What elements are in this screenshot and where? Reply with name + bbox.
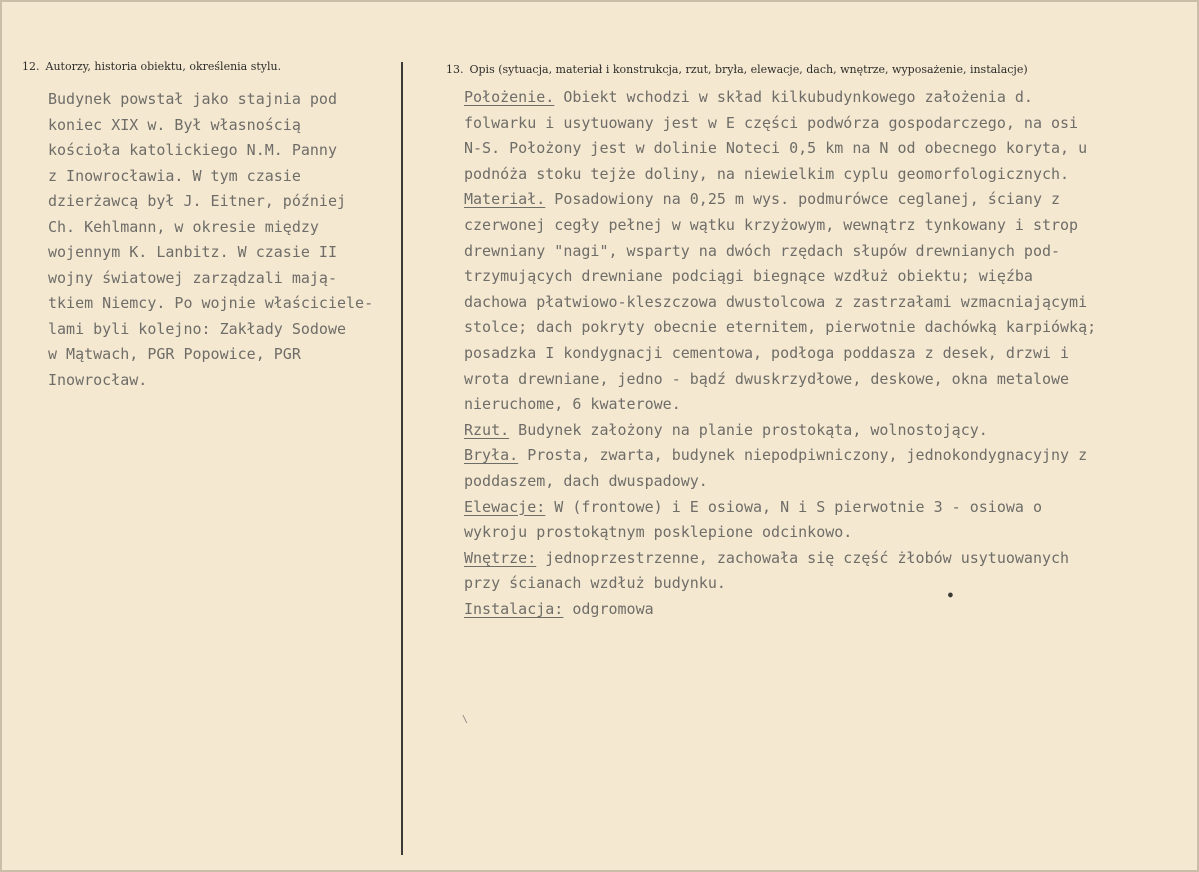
field-text: posadzka I kondygnacji cementowa, podłoga poddasza z desek, drzwi i: [464, 343, 1070, 362]
description-line: [464, 187, 1194, 213]
description-line: [464, 239, 1194, 265]
field-text: poddaszem, dach dwuspadowy.: [464, 471, 708, 490]
history-line: Budynek powstał jako stajnia pod: [48, 90, 337, 108]
field-text: trzymujących drewniane podciągi biegnące wzdłuż obiektu; więźba: [464, 267, 1033, 286]
column-divider: [401, 62, 403, 855]
field-label: Instalacja:: [464, 599, 564, 618]
field-label: Elewacje:: [464, 497, 546, 516]
field-text: N-S. Położony jest w dolinie Noteci 0,5 km na N od obecnego koryta, u: [464, 139, 1088, 158]
description-line: [464, 85, 1194, 111]
field-text: drewniany "nagi", wsparty na dwóch rzędach słupów drewnianych pod-: [464, 241, 1061, 260]
section-13-heading: [446, 63, 1028, 76]
description-line: [464, 469, 1194, 495]
description-line: [464, 341, 1194, 367]
section-12-title: Autorzy, historia obiektu, określenia stylu.: [45, 60, 282, 73]
field-text: wrota drewniane, jedno - bądź dwuskrzydłowe, deskowe, okna metalowe: [464, 369, 1070, 388]
description-line: [464, 597, 1194, 623]
description-text: [464, 85, 1194, 622]
history-line: Inowrocław.: [48, 370, 148, 389]
history-line: tkiem Niemcy. Po wojnie właściciele-: [48, 294, 374, 312]
field-text: folwarku i usytuowany jest w E części podwórza gospodarczego, na osi: [464, 113, 1079, 132]
history-line: koniec XIX w. Był własnością: [48, 115, 301, 134]
description-line: [464, 213, 1194, 239]
description-line: [464, 495, 1194, 521]
description-line: [464, 520, 1194, 546]
field-text: wykroju prostokątnym posklepione odcinkowo.: [464, 523, 853, 542]
description-line: [464, 290, 1194, 316]
field-text: podnóża stoku tejże doliny, na niewielkim cyplu geomorfologicznych.: [464, 164, 1070, 183]
ink-dot: ●: [948, 590, 953, 599]
description-line: [464, 418, 1194, 444]
description-line: [464, 546, 1194, 572]
history-line: z Inowrocławia. W tym czasie: [48, 166, 301, 185]
description-line: [464, 392, 1194, 418]
field-text: stolce; dach pokryty obecnie eternitem, pierwotnie dachówką karpiówką;: [464, 318, 1097, 337]
field-text: Budynek założony na planie prostokąta, wolnostojący.: [509, 420, 988, 439]
history-line: lami byli kolejno: Zakłady Sodowe: [48, 319, 347, 338]
field-label: Rzut.: [464, 420, 510, 439]
history-line: wojny światowej zarządzali mają-: [48, 268, 337, 287]
field-text: jednoprzestrzenne, zachowała się część żłobów usytuowanych: [536, 548, 1070, 567]
field-label: Materiał.: [464, 190, 546, 209]
history-line: wojennym K. Lanbitz. W czasie II: [48, 243, 337, 261]
field-label: Bryła.: [464, 446, 519, 465]
field-text: W (frontowe) i E osiowa, N i S pierwotnie 3 - osiowa o: [545, 497, 1042, 516]
section-13-number: 13.: [446, 63, 464, 76]
field-label: Wnętrze:: [464, 548, 537, 567]
description-line: [464, 315, 1194, 341]
field-text: odgromowa: [563, 599, 654, 618]
pen-mark: \: [462, 714, 469, 725]
history-line: dzierżawcą był J. Eitner, później: [48, 192, 347, 210]
description-line: [464, 264, 1194, 290]
description-line: [464, 367, 1194, 393]
history-text: [48, 87, 398, 393]
field-text: przy ścianach wzdłuż budynku.: [464, 574, 726, 593]
description-line: [464, 443, 1194, 469]
field-text: czerwonej cegły pełnej w wątku krzyżowym, wewnątrz tynkowany i strop: [464, 215, 1079, 234]
description-line: [464, 162, 1194, 188]
section-13-title: Opis (sytuacja, materiał i konstrukcja, rzut, bryła, elewacje, dach, wnętrze, wyposażenie, instalacje): [469, 63, 1028, 76]
field-text: Posadowiony na 0,25 m wys. podmurówce ceglanej, ściany z: [545, 190, 1061, 209]
field-text: dachowa płatwiowo-kleszczowa dwustolcowa z zastrzałami wzmacniającymi: [464, 292, 1088, 311]
description-line: [464, 111, 1194, 137]
field-text: nieruchome, 6 kwaterowe.: [464, 395, 681, 414]
history-line: kościoła katolickiego N.M. Panny: [48, 141, 337, 159]
history-line: w Mątwach, PGR Popowice, PGR: [48, 345, 301, 363]
section-12-number: 12.: [22, 60, 40, 73]
field-text: Obiekt wchodzi w skład kilkubudynkowego założenia d.: [554, 88, 1033, 106]
history-line: Ch. Kehlmann, w okresie między: [48, 217, 319, 236]
description-line: [464, 571, 1194, 597]
description-line: [464, 136, 1194, 162]
field-label: Położenie.: [464, 88, 555, 106]
field-text: Prosta, zwarta, budynek niepodpiwniczony, jednokondygnacyjny z: [518, 446, 1088, 465]
section-12-heading: [22, 60, 281, 73]
